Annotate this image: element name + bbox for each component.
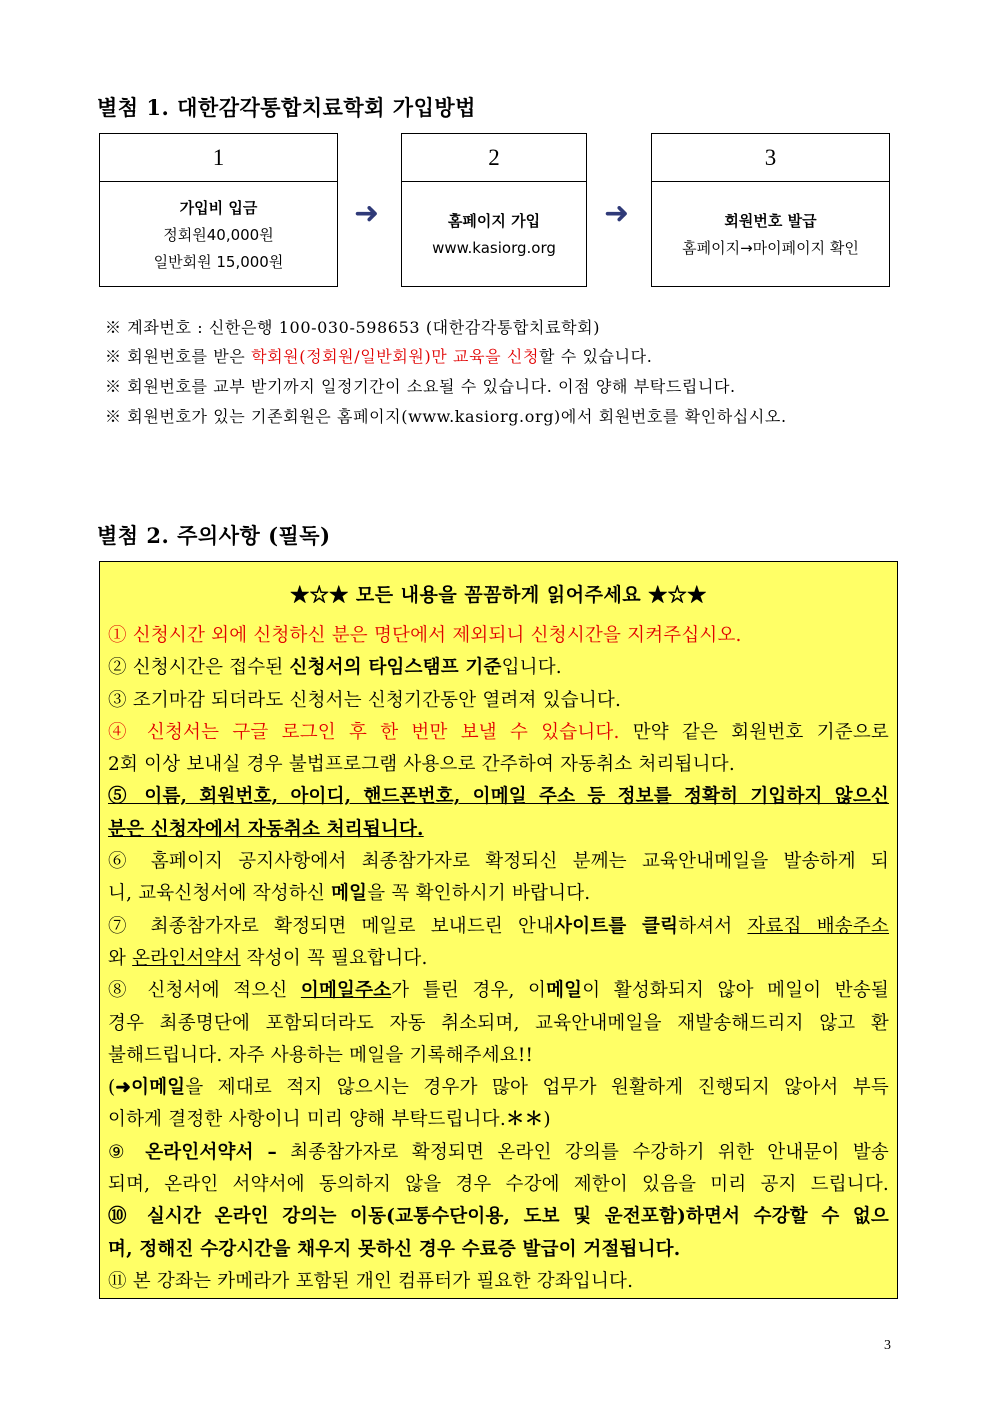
notice-item-4-cont: 2회 이상 보내실 경우 불법프로그램 사용으로 간주하여 자동취소 처리됩니다. — [108, 754, 735, 776]
notice-item-6: ⑥ 홈페이지 공지사항에서 최종참가자로 확정되신 분께는 교육안내메일을 발송하게 되 — [108, 851, 889, 873]
notice-item-6-cont: 니, 교육신청서에 작성하신 메일을 꼭 확인하시기 바랍니다. — [108, 883, 591, 905]
step-1-box — [99, 133, 338, 287]
notice-item-9: ⑨ 온라인서약서 – 최종참가자로 확정되면 온라인 강의를 수강하기 위한 안내문이 발송 — [108, 1141, 889, 1163]
section1-title: 별첨 1. 대한감각통합치료학회 가입방법 — [97, 95, 476, 120]
note-delay: ※ 회원번호를 교부 받기까지 일정기간이 소요될 수 있습니다. 이점 양해 부탁드립니다. — [105, 377, 736, 396]
notice-item-8: ⑧ 신청서에 적으신 이메일주소가 틀린 경우, 이메일이 활성화되지 않아 메일이 반송될 — [108, 980, 889, 1002]
notice-item-9-cont: 되며, 온라인 서약서에 동의하지 않을 경우 수강에 제한이 있음을 미리 공지 드립니다. — [108, 1174, 889, 1196]
notice-box-title: ★☆★ 모든 내용을 꼼꼼하게 읽어주세요 ★☆★ — [290, 584, 707, 606]
notice-item-5-cont: 분은 신청자에서 자동취소 처리됩니다. — [108, 818, 424, 840]
note-account: ※ 계좌번호 : 신한은행 100-030-598653 (대한감각통합치료학회) — [105, 318, 601, 337]
notice-item-5: ⑤ 이름, 회원번호, 아이디, 핸드폰번호, 이메일 주소 등 정보를 정확히 기입하지 않으신 — [108, 786, 889, 808]
note-existing-member: ※ 회원번호가 있는 기존회원은 홈페이지(www.kasiorg.org)에서 회원번호를 확인하십시오. — [105, 407, 787, 426]
step-1-number: 1 — [100, 134, 337, 182]
step-3-title: 회원번호 발급 — [724, 212, 817, 230]
notice-item-1: ① 신청시간 외에 신청하신 분은 명단에서 제외되니 신청시간을 지켜주십시오. — [108, 625, 742, 646]
step-3-line1: 홈페이지→마이페이지 확인 — [682, 239, 859, 257]
notice-item-11: ⑪ 본 강좌는 카메라가 포함된 개인 컴퓨터가 필요한 강좌입니다. — [108, 1270, 634, 1292]
step-1-title: 가입비 입금 — [179, 198, 258, 217]
notice-item-8-cont2: 불해드립니다. 자주 사용하는 메일을 기록해주세요!! — [108, 1044, 534, 1066]
notice-item-7: ⑦ 최종참가자로 확정되면 메일로 보내드린 안내사이트를 클릭하셔서 자료집 배송주소 — [108, 915, 889, 937]
arrow-right-icon: ➜ — [604, 196, 630, 231]
notice-item-8-cont4: 이하게 결정한 사항이니 미리 양해 부탁드립니다.＊＊) — [108, 1109, 551, 1131]
step-1-line2: 일반회원 15,000원 — [153, 252, 284, 271]
notice-item-10: ⑩ 실시간 온라인 강의는 이동(교통수단이용, 도보 및 운전포함)하면서 수강할 수 없으 — [108, 1206, 889, 1228]
step-2-title: 홈페이지 가입 — [447, 212, 541, 230]
step-2-line1: www.kasiorg.org — [432, 239, 556, 257]
step-2-box — [401, 133, 587, 287]
arrow-right-icon: ➜ — [354, 196, 380, 231]
notice-item-3: ③ 조기마감 되더라도 신청서는 신청기간동안 열려져 있습니다. — [108, 689, 622, 711]
step-3-box — [651, 133, 890, 287]
step-1-line1: 정회원40,000원 — [163, 225, 274, 244]
page-number: 3 — [884, 1338, 891, 1353]
notice-item-8-cont3: (➜이메일을 제대로 적지 않으시는 경우가 많아 업무가 원활하게 진행되지 않아서 부득 — [108, 1077, 889, 1099]
notice-box — [99, 561, 898, 1299]
notice-item-10-cont: 며, 정해진 수강시간을 채우지 못하신 경우 수료증 발급이 거절됩니다. — [108, 1238, 681, 1260]
notice-item-2: ② 신청시간은 접수된 신청서의 타임스탬프 기준입니다. — [108, 657, 562, 679]
notice-item-4: ④ 신청서는 구글 로그인 후 한 번만 보낼 수 있습니다. 만약 같은 회원번호 기준으로 — [108, 721, 889, 743]
notice-item-7-cont: 와 온라인서약서 작성이 꼭 필요합니다. — [108, 947, 428, 969]
notice-item-8-cont1: 경우 최종명단에 포함되더라도 자동 취소되며, 교육안내메일을 재발송해드리지 않고 환 — [108, 1012, 889, 1034]
section2-title: 별첨 2. 주의사항 (필독) — [97, 523, 331, 548]
note-member-only: ※ 회원번호를 받은 학회원(정회원/일반회원)만 교육을 신청할 수 있습니다. — [105, 347, 653, 366]
step-2-number: 2 — [402, 134, 586, 182]
step-3-number: 3 — [652, 134, 889, 182]
